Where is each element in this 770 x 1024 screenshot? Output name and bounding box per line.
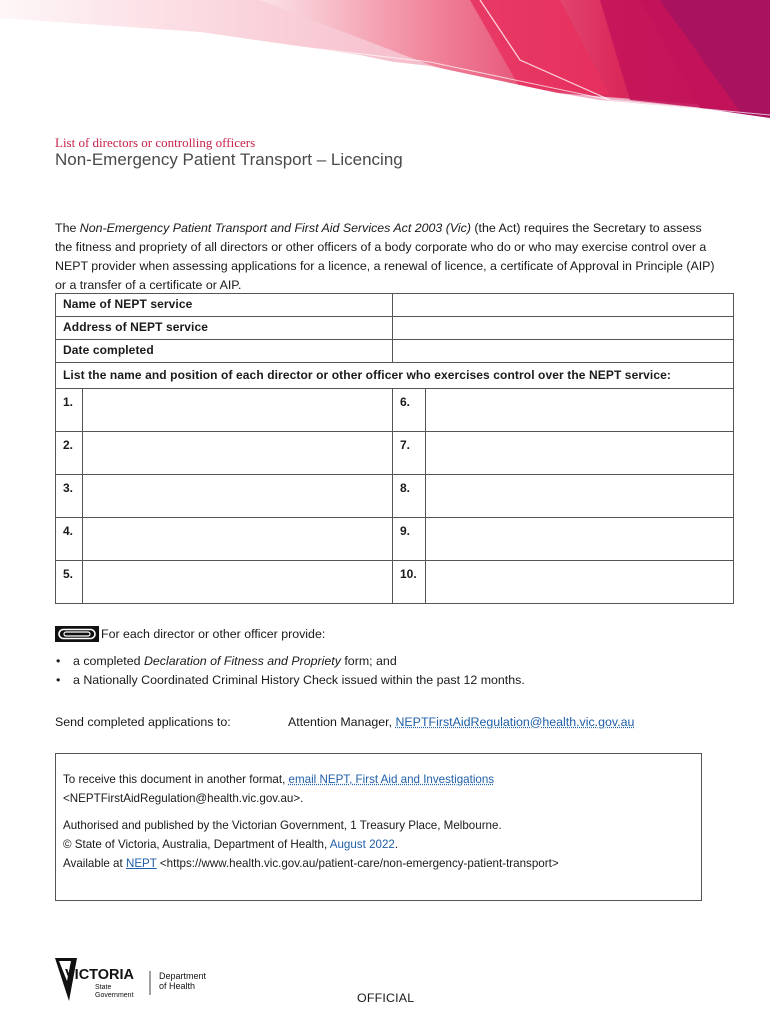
list-instruction: List the name and position of each director or other officer who exercises control over the NEPT service: — [56, 363, 734, 389]
copyright-date: August 2022 — [329, 838, 395, 851]
address-field[interactable] — [393, 317, 734, 340]
email-link[interactable]: NEPTFirstAidRegulation@health.vic.gov.au — [395, 715, 635, 729]
officer-field[interactable] — [426, 518, 734, 561]
date-label: Date completed — [56, 340, 393, 363]
officer-field[interactable] — [426, 475, 734, 518]
intro-prefix: The — [55, 221, 80, 235]
intro-paragraph — [55, 219, 715, 295]
send-label: Send completed applications to: — [55, 715, 231, 729]
victoria-government-logo — [55, 955, 255, 1005]
officer-field[interactable] — [83, 518, 393, 561]
officer-number: 2. — [56, 432, 83, 475]
officer-row — [56, 389, 734, 432]
list-instruction-row — [56, 363, 734, 389]
bullet-before: a completed — [73, 654, 144, 668]
officer-number: 5. — [56, 561, 83, 604]
nept-link[interactable]: NEPT — [125, 857, 157, 870]
bullet-before: a Nationally Coordinated Criminal History Check issued within the past 12 months. — [73, 673, 525, 687]
officer-row — [56, 518, 734, 561]
logo-state: State — [95, 984, 112, 991]
date-row — [56, 340, 734, 363]
document-title: Non-Emergency Patient Transport – Licencing — [55, 150, 403, 169]
available-prefix: Available at — [63, 857, 126, 870]
officer-field[interactable] — [83, 475, 393, 518]
officer-number: 7. — [393, 432, 426, 475]
list-item — [55, 671, 525, 690]
note-text: For each director or other officer provide: — [101, 627, 326, 641]
officer-number: 8. — [393, 475, 426, 518]
service-name-label: Name of NEPT service — [56, 294, 393, 317]
officer-number: 6. — [393, 389, 426, 432]
copyright-suffix: . — [394, 838, 399, 851]
document-subtitle: List of directors or controlling officers — [55, 135, 256, 150]
officer-field[interactable] — [426, 432, 734, 475]
officer-number: 1. — [56, 389, 83, 432]
send-recipient — [288, 715, 634, 729]
format-line — [63, 770, 701, 789]
bullet-after: form; and — [340, 654, 397, 668]
intro-suffix: (the Act) requires the Secretary to assess the fitness and propriety of all directors or other officers of a body corporate who do or who may exercise control over a NEPT provider when assessing applications for a licence, a renewal of licence, a certificate of Approval in Principle (AIP) or a transfer of a certificate or AIP. — [55, 221, 715, 292]
logo-victoria: VICTORIA — [65, 967, 135, 983]
officer-field[interactable] — [426, 389, 734, 432]
form-name: Declaration of Fitness and Propriety — [143, 654, 341, 668]
note-line — [55, 626, 325, 642]
classification-label: OFFICIAL — [357, 991, 415, 1005]
available-line — [63, 854, 701, 873]
officer-field[interactable] — [83, 389, 393, 432]
officer-number: 9. — [393, 518, 426, 561]
officer-row — [56, 561, 734, 604]
service-name-row — [56, 294, 734, 317]
logo-department: Department — [159, 971, 207, 981]
officers-form-table — [55, 293, 734, 604]
requirements-list — [55, 652, 525, 690]
officer-number: 3. — [56, 475, 83, 518]
act-name: Non-Emergency Patient Transport and First Aid Services Act 2003 (Vic) — [79, 221, 471, 235]
officer-number: 4. — [56, 518, 83, 561]
recipient-text: Attention Manager, — [288, 715, 396, 729]
logo-health: of Health — [159, 981, 196, 991]
accessibility-info-box — [55, 753, 702, 901]
logo-government: Government — [95, 992, 134, 999]
officer-number: 10. — [393, 561, 426, 604]
copyright-prefix: © State of Victoria, Australia, Department of Health, — [63, 838, 330, 851]
date-field[interactable] — [393, 340, 734, 363]
format-prefix: To receive this document in another format, — [63, 773, 289, 786]
officer-field[interactable] — [426, 561, 734, 604]
officer-row — [56, 475, 734, 518]
address-row — [56, 317, 734, 340]
format-email: <NEPTFirstAidRegulation@health.vic.gov.au>. — [63, 792, 304, 805]
officer-field[interactable] — [83, 561, 393, 604]
header-banner — [0, 0, 770, 130]
address-label: Address of NEPT service — [56, 317, 393, 340]
officer-row — [56, 432, 734, 475]
service-name-field[interactable] — [393, 294, 734, 317]
published-line: Authorised and published by the Victorian Government, 1 Treasury Place, Melbourne. — [63, 819, 502, 832]
format-email-link[interactable]: email NEPT, First Aid and Investigations — [288, 773, 495, 786]
list-item — [55, 652, 525, 671]
copyright-line — [63, 835, 701, 854]
officer-field[interactable] — [83, 432, 393, 475]
paperclip-icon — [55, 626, 99, 642]
available-url: <https://www.health.vic.gov.au/patient-care/non-emergency-patient-transport> — [156, 857, 559, 870]
